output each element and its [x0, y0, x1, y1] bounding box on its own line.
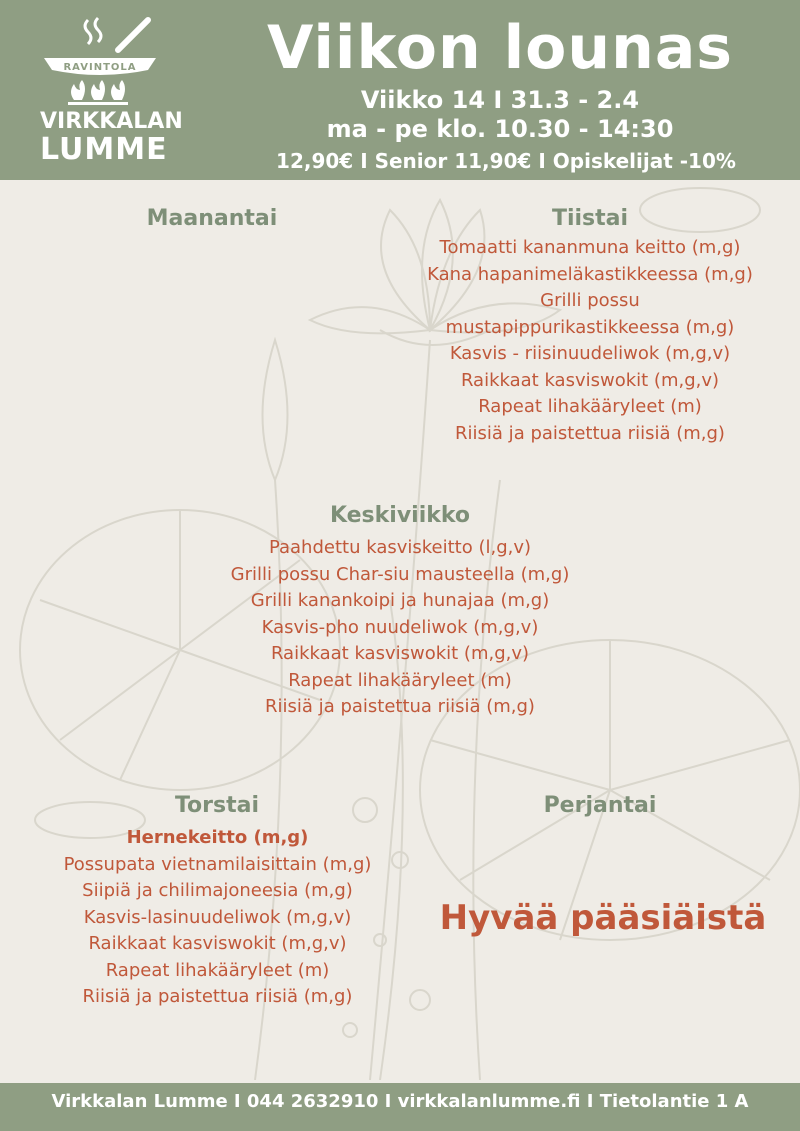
- menu-item: Kasvis-lasinuudeliwok (m,g,v): [83, 906, 352, 928]
- menu-list-wednesday: [150, 535, 650, 721]
- menu-item-featured: Hernekeitto (m,g): [126, 827, 309, 848]
- menu-item: Possupata vietnamilaisittain (m,g): [63, 853, 372, 875]
- menu-item: Riisiä ja paistettua riisiä (m,g): [455, 422, 725, 444]
- menu-item: Rapeat lihakääryleet (m): [105, 959, 330, 981]
- logo-ravintola-text: RAVINTOLA: [63, 62, 137, 73]
- menu-item: Riisiä ja paistettua riisiä (m,g): [265, 696, 535, 717]
- price-info: 12,90€ I Senior 11,90€ I Opiskelijat -10%: [276, 149, 736, 173]
- logo-line1: VIRKKALAN: [40, 109, 183, 134]
- menu-item: Grilli possu Char-siu mausteella (m,g): [230, 563, 570, 585]
- menu-item: Raikkaat kasviswokit (m,g,v): [88, 933, 347, 954]
- easter-greeting: Hyvää pääsiäistä: [439, 898, 767, 938]
- menu-item: Siipiä ja chilimajoneesia (m,g): [82, 880, 353, 901]
- menu-item: Raikkaat kasviswokit (m,g,v): [270, 643, 530, 664]
- menu-item: mustapippurikastikkeessa (m,g): [445, 316, 735, 338]
- menu-item: Paahdettu kasviskeitto (l,g,v): [268, 537, 532, 558]
- logo-wordmark: [40, 108, 183, 167]
- menu-item: Riisiä ja paistettua riisiä (m,g): [82, 986, 353, 1007]
- day-title-monday: Maanantai: [146, 206, 278, 231]
- menu-item: Kana hapanimeläkastikkeessa (m,g): [427, 263, 753, 285]
- menu-item: Kasvis - riisinuudeliwok (m,g,v): [449, 343, 731, 364]
- menu-list-thursday: [10, 825, 425, 1011]
- menu-item: Grilli possu: [540, 290, 640, 311]
- day-title-wednesday: Keskiviikko: [329, 503, 471, 528]
- logo-line2: LUMME: [40, 132, 168, 167]
- menu-item: Raikkaat kasviswokit (m,g,v): [460, 369, 720, 391]
- day-title-thursday: Torstai: [174, 793, 260, 818]
- menu-item: Rapeat lihakääryleet (m): [478, 396, 702, 417]
- menu-list-tuesday: [380, 235, 800, 447]
- opening-hours: ma - pe klo. 10.30 - 14:30: [326, 115, 674, 143]
- menu-item: Grilli kanankoipi ja hunajaa (m,g): [250, 590, 550, 611]
- day-title-tuesday: Tiistai: [551, 206, 629, 231]
- menu-item: Rapeat lihakääryleet (m): [288, 669, 512, 691]
- menu-item: Tomaatti kananmuna keitto (m,g): [439, 237, 741, 258]
- footer-contact: Virkkalan Lumme I 044 2632910 I virkkalanlumme.fi I Tietolantie 1 A: [0, 1083, 800, 1131]
- page-title: Viikon lounas: [266, 13, 734, 83]
- menu-item: Kasvis-pho nuudeliwok (m,g,v): [261, 616, 539, 638]
- week-info: Viikko 14 I 31.3 - 2.4: [360, 86, 640, 114]
- header-banner: [0, 0, 800, 180]
- day-title-friday: Perjantai: [543, 793, 657, 818]
- restaurant-logo: [40, 14, 183, 174]
